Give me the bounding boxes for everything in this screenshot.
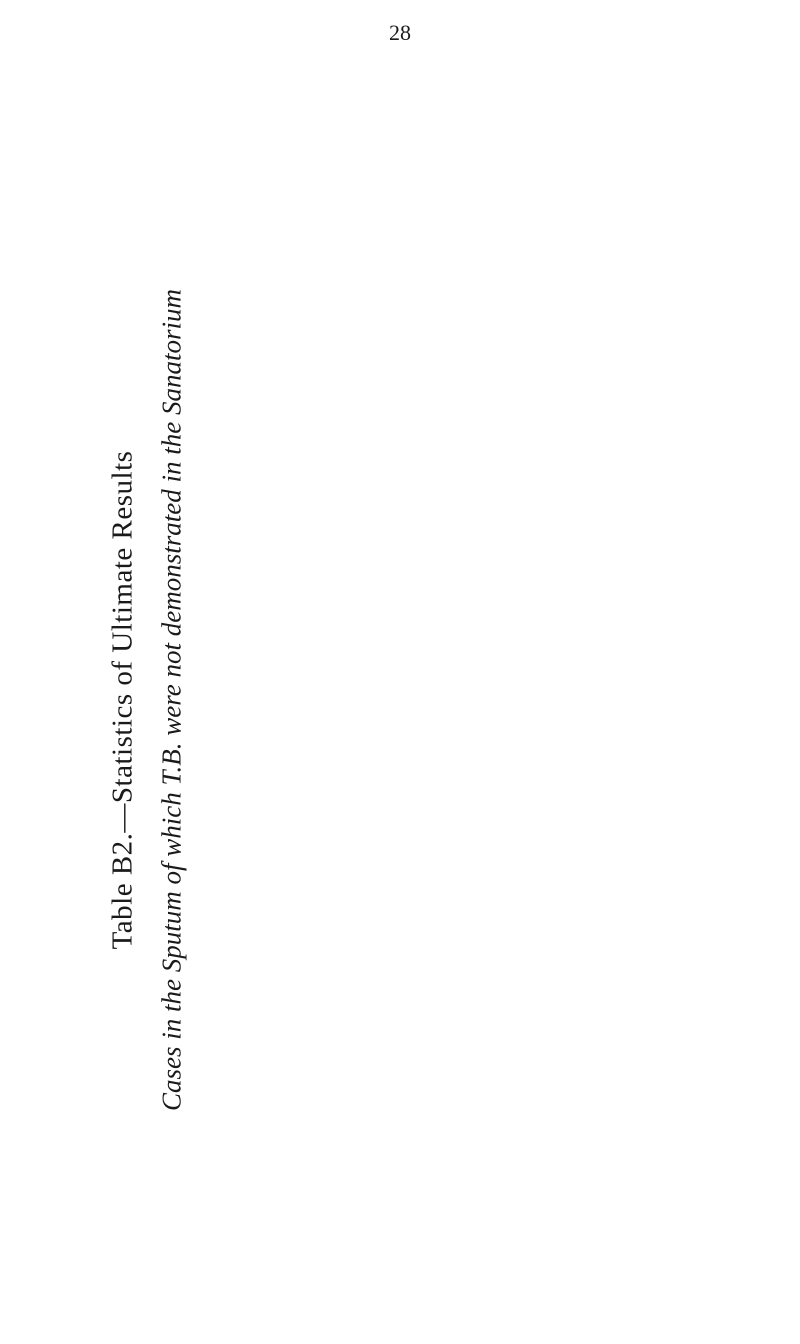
rotated-titles xyxy=(90,60,190,1290)
table-subtitle: Cases in the Sputum of which T.B. were not demonstrated in the Sanatorium xyxy=(156,289,187,1111)
page-number: 28 xyxy=(389,20,411,45)
table-title: Table B2.—Statistics of Ultimate Results xyxy=(106,450,139,950)
